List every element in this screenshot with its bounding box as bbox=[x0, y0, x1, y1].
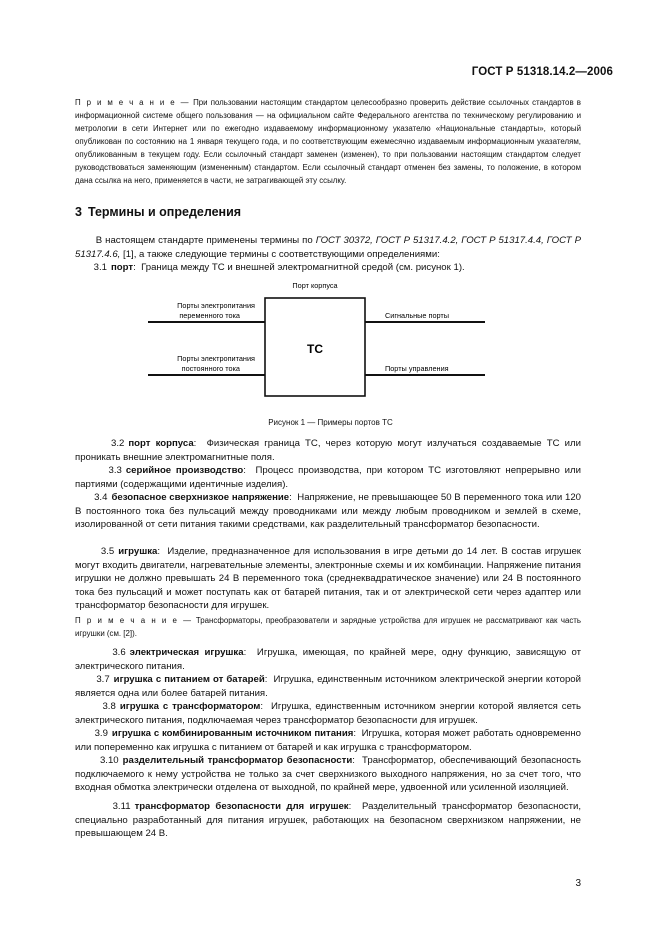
term-number: 3.11 bbox=[112, 801, 131, 812]
control-ports-label: Порты управления bbox=[385, 364, 449, 373]
ports-diagram-svg bbox=[140, 278, 500, 410]
dc-power-port-label-1: Порты электропитания bbox=[177, 354, 255, 363]
term-number: 3.8 bbox=[102, 701, 116, 712]
term-name: безопасное сверхнизкое напряжение bbox=[111, 492, 290, 503]
term-3-5: 3.5 игрушка: Изделие, предназначенное для использования в игре детьми до 14 лет. В состав игрушек могут входить двигатели, нагревательные элементы, электронные схемы и их комбинации. Напряжение питания игрушки не должно превышать 24 В переменного тока (среднеквадратическое значение) или 24 В постоянного тока без пульсаций и может поступать как от батарей питания, так и от электрической сети через адаптер или трансформатор безопасности для игрушек. bbox=[75, 546, 581, 611]
term-name: игрушка с питанием от батарей bbox=[113, 674, 265, 685]
term-definition: Напряжение, не превышающее 50 В переменного тока или 120 В постоянного тока без пульсаций между проводниками или между любым проводником и землей в схеме, изолированной от сети питания такими средствами, как разделительный трансформатор безопасности. bbox=[75, 492, 581, 530]
term-definition: Игрушка, имеющая, по крайней мере, одну функцию, зависящую от электрического питания. bbox=[75, 647, 582, 672]
term-number: 3.2 bbox=[111, 438, 125, 449]
term-name: порт корпуса bbox=[128, 438, 194, 449]
document-header: ГОСТ Р 51318.14.2—2006 bbox=[471, 66, 613, 78]
section-heading bbox=[75, 205, 247, 219]
ac-power-port-label-1: Порты электропитания bbox=[177, 301, 255, 310]
term-name: электрическая игрушка bbox=[129, 647, 244, 658]
term-number: 3.5 bbox=[100, 546, 115, 557]
term-3-1: 3.1 порт: Граница между ТС и внешней электромагнитной средой (см. рисунок 1). bbox=[93, 262, 465, 273]
term-name: разделительный трансформатор безопасности bbox=[122, 755, 353, 766]
term-number: 3.9 bbox=[94, 728, 108, 739]
section-title: Термины и определения bbox=[87, 205, 242, 219]
intro-text: В настоящем стандарте применены термины по bbox=[95, 235, 313, 246]
term-3-9: 3.9 игрушка с комбинированным источником питания: Игрушка, которая может работать одновременно или попеременно как игрушка с питанием от батарей и как игрушка с трансформатором. bbox=[75, 728, 581, 753]
enclosure-port-label: Порт корпуса bbox=[292, 281, 338, 290]
section-number: 3 bbox=[75, 205, 82, 219]
note-lead: П р и м е ч а н и е — bbox=[75, 616, 193, 625]
intro-text-2: [1], а также следующие термины с соответствующими определениями: bbox=[123, 248, 440, 260]
term-3-11: 3.11 трансформатор безопасности для игрушек: Разделительный трансформатор безопасности, специально разработанный для питания игрушек, работающих на безопасном сверхнизком напряжении, не превышающем 24 В. bbox=[75, 801, 581, 839]
term-definition: Граница между ТС и внешней электромагнитной средой (см. рисунок 1). bbox=[141, 262, 465, 273]
note-toys bbox=[75, 614, 581, 640]
term-definition: Физическая граница ТС, через которую могут излучаться создаваемые ТС или проникать внешние электромагнитные поля. bbox=[75, 438, 581, 463]
term-definition: Игрушка, единственным источником электрической энергии которой является одна или более батарей питания. bbox=[75, 674, 582, 699]
term-3-6: 3.6 электрическая игрушка: Игрушка, имеющая, по крайней мере, одну функцию, зависящую от электрического питания. bbox=[75, 647, 582, 672]
term-3-3: 3.3 серийное производство: Процесс производства, при котором ТС изготовляют непрерывно или партиями (содержащими идентичные изделия). bbox=[75, 465, 581, 490]
term-name: игрушка с комбинированным источником питания bbox=[111, 728, 354, 739]
term-definition: Трансформатор, обеспечивающий безопасность подключаемого к нему устройства не только за счет сверхнизкого выходного напряжения, но за счет того, что входная обмотка электрически отделена от выходной, по крайней мере, удвоенной или усиленной изоляцией. bbox=[75, 755, 581, 793]
term-number: 3.6 bbox=[112, 647, 126, 658]
equipment-label: ТС bbox=[307, 342, 323, 356]
term-number: 3.7 bbox=[96, 674, 110, 685]
term-name: серийное производство bbox=[125, 465, 244, 476]
term-3-8: 3.8 игрушка с трансформатором: Игрушка, единственным источником энергии которой является сеть электрического питания, подключаемая через трансформатор безопасности для игрушек. bbox=[75, 701, 581, 726]
term-name: трансформатор безопасности для игрушек bbox=[134, 801, 349, 812]
term-definition: Разделительный трансформатор безопасности, специально разработанный для питания игрушек, работающих на безопасном сверхнизком напряжении, не превышающем 24 В. bbox=[75, 801, 581, 839]
signal-ports-label: Сигнальные порты bbox=[385, 311, 450, 320]
term-number: 3.3 bbox=[108, 465, 122, 476]
term-definition: Процесс производства, при котором ТС изготовляют непрерывно или партиями (содержащими идентичные изделия). bbox=[75, 465, 581, 490]
figure-ports-diagram bbox=[140, 278, 500, 410]
term-name: игрушка с трансформатором bbox=[119, 701, 261, 712]
intro-paragraph bbox=[75, 234, 581, 261]
page-number: 3 bbox=[575, 878, 581, 889]
term-3-2: 3.2 порт корпуса: Физическая граница ТС, через которую могут излучаться создаваемые ТС или проникать внешние электромагнитные поля. bbox=[75, 438, 581, 463]
term-number: 3.1 bbox=[93, 262, 108, 273]
dc-power-port-label-2: постоянного тока bbox=[181, 364, 240, 373]
term-number: 3.4 bbox=[94, 492, 108, 503]
note-references bbox=[75, 96, 581, 187]
term-3-4: 3.4 безопасное сверхнизкое напряжение: Напряжение, не превышающее 50 В переменного тока или 120 В постоянного тока без пульсаций между проводниками или между любым проводником и землей в схеме, изолированной от сети питания такими средствами, как разделительный трансформатор безопасности. bbox=[75, 492, 581, 530]
intro-references: ГОСТ 30372, ГОСТ Р 51317.4.2, ГОСТ Р 51317.4.4, ГОСТ Р 51317.4.6, bbox=[75, 235, 581, 260]
ac-power-port-label-2: переменного тока bbox=[179, 311, 240, 320]
note-lead: П р и м е ч а н и е — bbox=[75, 98, 190, 107]
term-definition: Игрушка, которая может работать одновременно или попеременно как игрушка с питанием от батарей и как игрушка с трансформатором. bbox=[75, 728, 581, 753]
term-3-10: 3.10 разделительный трансформатор безопасности: Трансформатор, обеспечивающий безопасность подключаемого к нему устройства не только за счет сверхнизкого выходного напряжения, но за счет того, что входная обмотка электрически отделена от выходной, по крайней мере, удвоенной или усиленной изоляцией. bbox=[75, 755, 581, 793]
note-text: Трансформаторы, преобразователи и зарядные устройства для игрушек не рассматривают как часть игрушки (см. [2]). bbox=[75, 616, 582, 638]
term-name: порт bbox=[111, 262, 134, 273]
term-3-7: 3.7 игрушка с питанием от батарей: Игрушка, единственным источником электрической энергии которой является одна или более батарей питания. bbox=[75, 674, 582, 699]
figure-caption: Рисунок 1 — Примеры портов ТС bbox=[268, 418, 393, 427]
term-name: игрушка bbox=[118, 546, 158, 557]
term-definition: Изделие, предназначенное для использования в игре детьми до 14 лет. В состав игрушек могут входить двигатели, нагревательные элементы, электронные схемы и их комбинации. Напряжение питания игрушки не должно превышать 24 В переменного тока (среднеквадратическое значение) или 24 В постоянного тока без пульсаций и может поступать как от батарей питания, так и от электрической сети через адаптер или трансформатор безопасности для игрушек. bbox=[75, 546, 581, 611]
note-text: При пользовании настоящим стандартом целесообразно проверить действие ссылочных стандартов в информационной системе общего пользования — на официальном сайте Федерального агентства по техническому регулированию и метрологии в сети Интернет или по ежегодно издаваемому информационному указателю «Национальные стандарты», который опубликован по состоянию на 1 января текущего года, и по соответствующим ежемесячно издаваемым информационным указателям, опубликованным в текущем году. Если ссылочный стандарт заменен (изменен), то при пользовании настоящим стандартом следует руководствоваться заменяющим (измененным) стандартом. Если ссылочный стандарт отменен без замены, то положение, в котором дана ссылка на него, применяется в части, не затрагивающей эту ссылку. bbox=[75, 98, 581, 185]
term-number: 3.10 bbox=[99, 755, 119, 766]
term-definition: Игрушка, единственным источником энергии которой является сеть электрического питания, подключаемая через трансформатор безопасности для игрушек. bbox=[75, 701, 581, 726]
